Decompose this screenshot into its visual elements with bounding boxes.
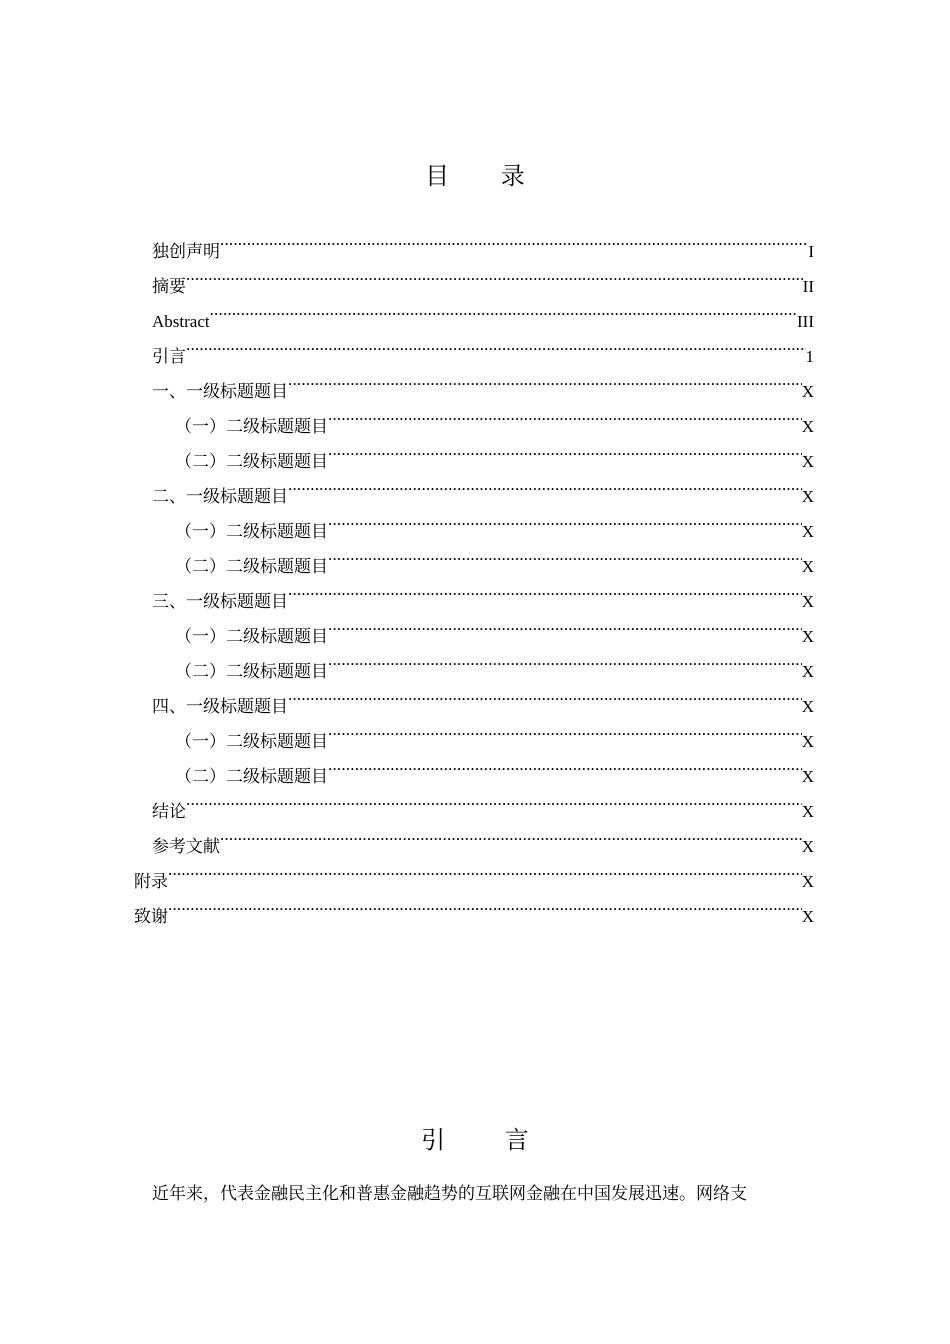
toc-entry[interactable] [152,572,814,611]
toc-entry[interactable] [152,327,814,366]
toc-entry-label: （二）二级标题题目 [175,557,328,576]
toc-entry-label: 一、一级标题题目 [152,382,288,401]
toc-leader-dots [288,467,802,502]
toc-entry[interactable] [152,782,814,821]
toc-entry-page: X [802,444,814,479]
toc-entry-label: （一）二级标题题目 [175,627,328,646]
toc-entry[interactable] [152,817,814,856]
toc-entry[interactable] [175,397,814,436]
toc-entry[interactable] [175,432,814,471]
toc-entry-page: X [802,654,814,689]
toc-entry-page: X [802,619,814,654]
toc-leader-dots [328,432,802,467]
toc-entry-page: X [802,829,814,864]
toc-entry-page: X [802,549,814,584]
toc-entry-page: X [802,374,814,409]
toc-entry-page: X [802,794,814,829]
toc-leader-dots [168,852,802,887]
toc-entry[interactable] [175,642,814,681]
toc-entry[interactable] [175,502,814,541]
toc-title: 目 录 [425,162,547,190]
toc-entry-page: X [802,479,814,514]
toc-entry-page: X [802,409,814,444]
toc-entry-label: （二）二级标题题目 [175,767,328,786]
toc-entry-label: 四、一级标题题目 [152,697,288,716]
toc-entry-page: X [802,689,814,724]
toc-leader-dots [328,537,802,572]
toc-leader-dots [288,677,802,712]
toc-leader-dots [186,327,806,362]
toc-entry-page: X [802,724,814,759]
toc-leader-dots [328,397,802,432]
toc-leader-dots [328,747,802,782]
introduction-title: 引 言 [421,1126,555,1154]
toc-entry-page: X [802,584,814,619]
toc-entry[interactable] [175,607,814,646]
toc-entry-label: 结论 [152,802,186,821]
toc-entry[interactable] [152,292,814,331]
toc-entry-label: 摘要 [152,277,186,296]
toc-entry[interactable] [152,222,814,261]
toc-entry-label: （一）二级标题题目 [175,417,328,436]
toc-entry-label: （一）二级标题题目 [175,522,328,541]
toc-entry-label: （二）二级标题题目 [175,662,328,681]
toc-entry-label: Abstract [152,312,210,331]
toc-leader-dots [328,712,802,747]
toc-entry[interactable] [134,852,814,891]
toc-entry[interactable] [175,747,814,786]
toc-leader-dots [186,257,803,292]
toc-entry-page: 1 [806,339,815,374]
toc-leader-dots [210,292,797,327]
toc-entry-page: I [808,234,814,269]
toc-leader-dots [220,222,808,257]
toc-leader-dots [186,782,802,817]
toc-leader-dots [328,607,802,642]
toc-entry-label: 二、一级标题题目 [152,487,288,506]
toc-leader-dots [328,502,802,537]
toc-entry-label: 致谢 [134,907,168,926]
toc-leader-dots [328,642,802,677]
toc-entry-page: X [802,864,814,899]
toc-entry-page: III [797,304,814,339]
introduction-paragraph: 近年来，代表金融民主化和普惠金融趋势的互联网金融在中国发展迅速。网络支 [152,1184,747,1203]
toc-entry-page: X [802,759,814,794]
toc-entry[interactable] [152,677,814,716]
toc-leader-dots [168,887,802,922]
toc-entry-page: II [803,269,814,304]
toc-entry[interactable] [134,887,814,926]
toc-leader-dots [288,572,802,607]
toc-entry-page: X [802,899,814,934]
toc-entry[interactable] [175,712,814,751]
toc-entry-label: （一）二级标题题目 [175,732,328,751]
toc-entry[interactable] [175,537,814,576]
toc-entry-label: 三、一级标题题目 [152,592,288,611]
toc-entry-label: 附录 [134,872,168,891]
toc-entry-label: 引言 [152,347,186,366]
toc-leader-dots [288,362,802,397]
toc-leader-dots [220,817,802,852]
toc-entry[interactable] [152,467,814,506]
toc-entry-page: X [802,514,814,549]
toc-entry[interactable] [152,257,814,296]
toc-entry-label: 独创声明 [152,242,220,261]
toc-entry-label: （二）二级标题题目 [175,452,328,471]
toc-entry-label: 参考文献 [152,837,220,856]
toc-entry[interactable] [152,362,814,401]
